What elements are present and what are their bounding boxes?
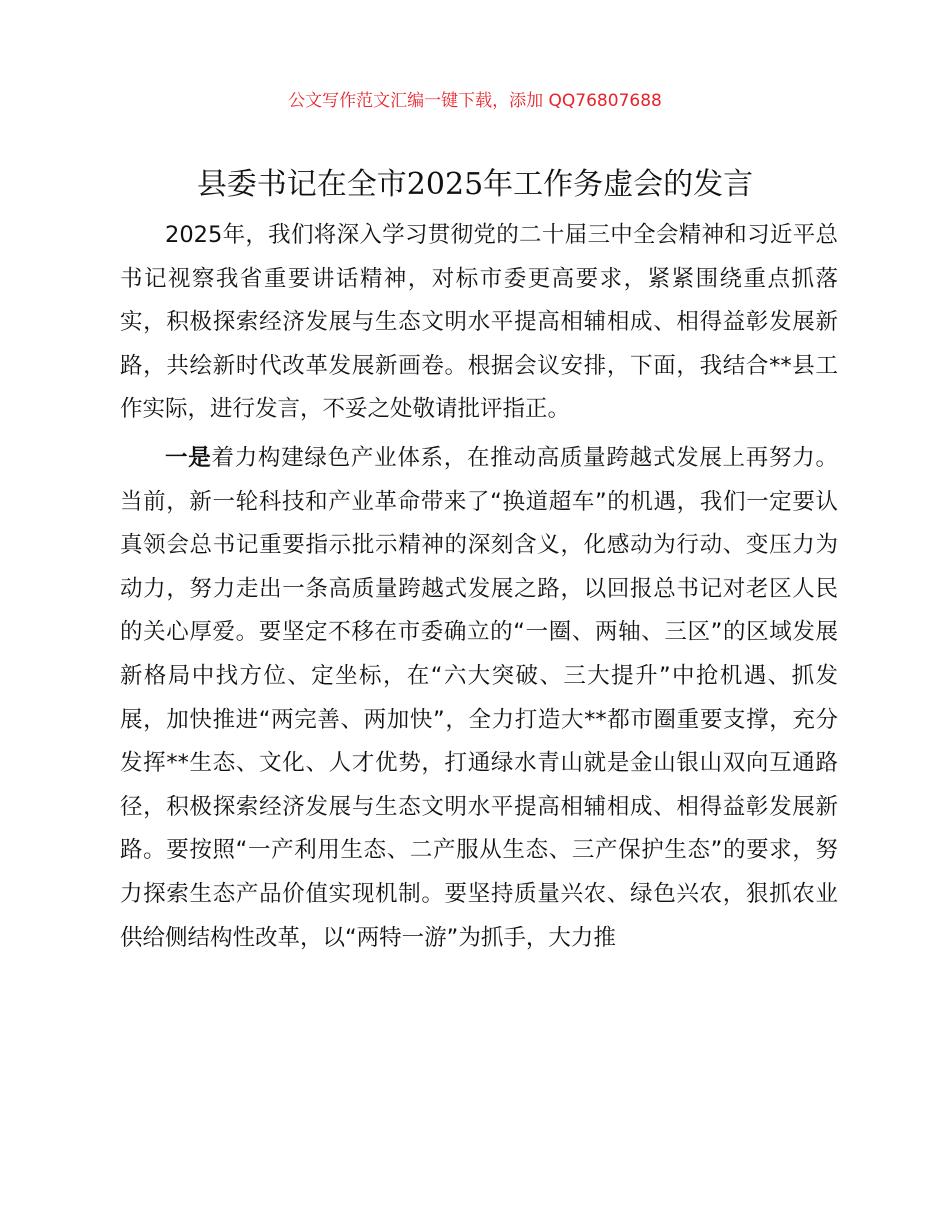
paragraph-point-one xyxy=(120,437,838,960)
document-body xyxy=(120,214,838,960)
paragraph-lead: 一是 xyxy=(165,444,212,471)
paragraph-text: 着力构建绿色产业体系，在推动高质量跨越式发展上再努力。当前，新一轮科技和产业革命带来了“换道超车”的机遇，我们一定要认真领会总书记重要指示批示精神的深刻含义，化感动为行动、变压力为动力，努力走出一条高质量跨越式发展之路，以回报总书记对老区人民的关心厚爱。要坚定不移在市委确立的“一圈、两轴、三区”的区域发展新格局中找方位、定坐标，在“六大突破、三大提升”中抢机遇、抓发展，加快推进“两完善、两加快”，全力打造大**都市圈重要支撑，充分发挥**生态、文化、人才优势，打通绿水青山就是金山银山双向互通路径，积极探索经济发展与生态文明水平提高相辅相成、相得益彰发展新路。要按照“一产利用生态、二产服从生态、三产保护生态”的要求，努力探索生态产品价值实现机制。要坚持质量兴农、绿色兴农，狠抓农业供给侧结构性改革，以“两特一游”为抓手，大力推 xyxy=(120,444,838,951)
document-title: 县委书记在全市2025年工作务虚会的发言 xyxy=(196,167,754,202)
paragraph-text: 2025年，我们将深入学习贯彻党的二十届三中全会精神和习近平总书记视察我省重要讲话精神，对标市委更高要求，紧紧围绕重点抓落实，积极探索经济发展与生态文明水平提高相辅相成、相得益彰发展新路，共绘新时代改革发展新画卷。根据会议安排，下面，我结合**县工作实际，进行发言，不妥之处敬请批评指正。 xyxy=(120,222,838,423)
download-banner: 公文写作范文汇编一键下载，添加 QQ76807688 xyxy=(288,91,662,111)
paragraph-intro xyxy=(120,214,838,432)
